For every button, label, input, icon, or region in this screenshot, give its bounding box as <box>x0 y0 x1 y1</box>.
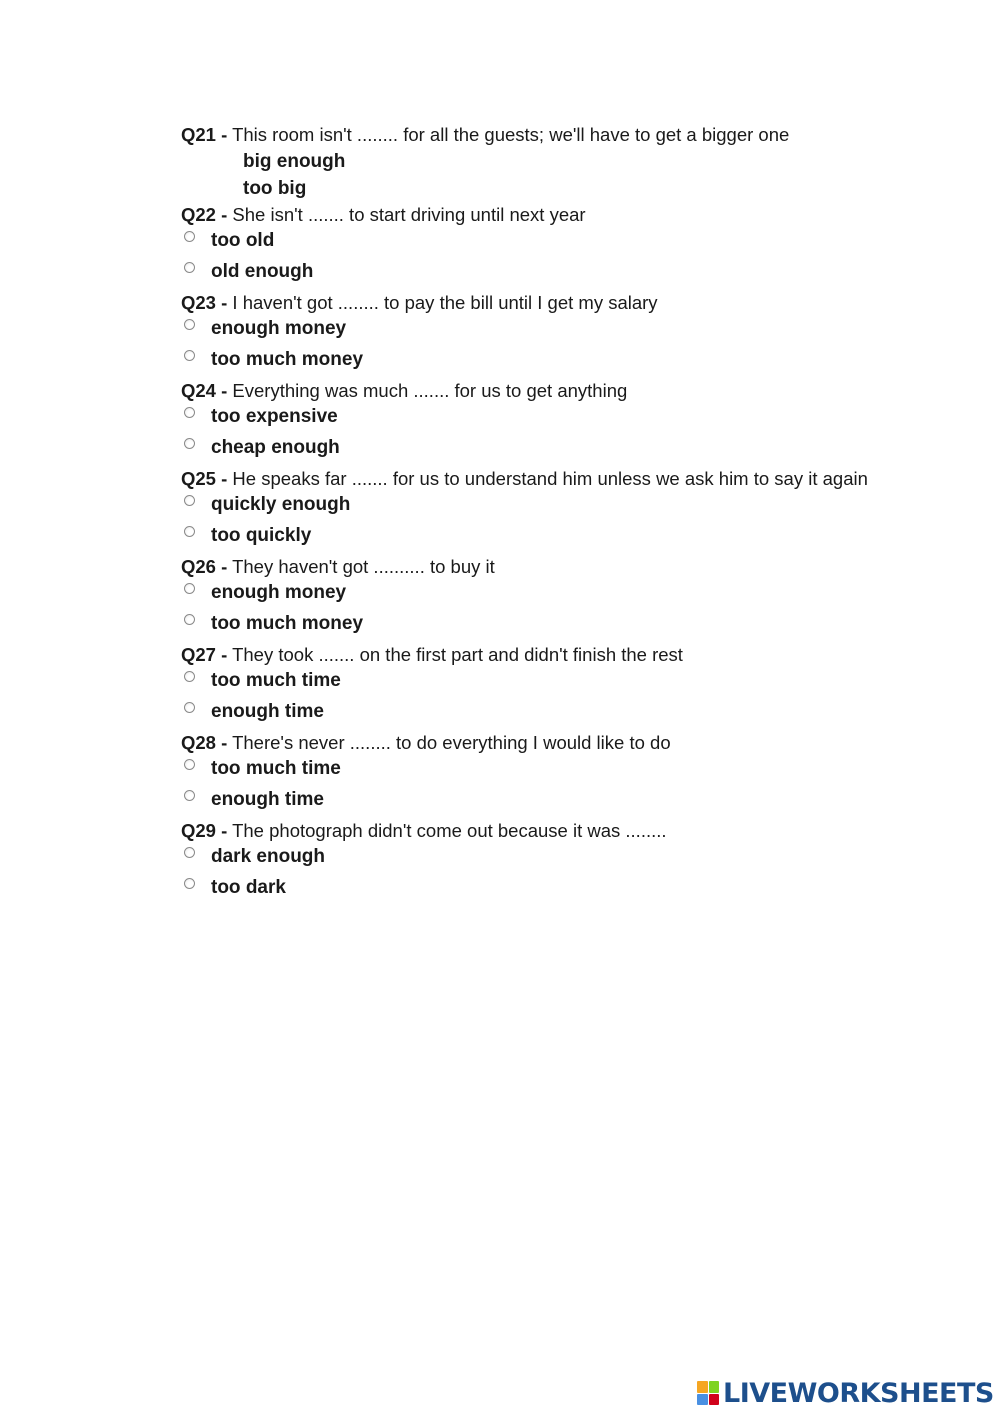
answer-label: too expensive <box>211 406 338 427</box>
radio-button[interactable] <box>184 350 195 361</box>
answer-label: too much money <box>211 349 364 370</box>
answer-label: quickly enough <box>211 494 351 515</box>
question-number: Q21 - <box>181 124 228 145</box>
question-block <box>181 202 881 290</box>
answer-option[interactable] <box>181 787 881 818</box>
answer-label: dark enough <box>211 846 326 867</box>
radio-button[interactable] <box>184 526 195 537</box>
question-number: Q26 - <box>181 556 228 577</box>
logo-square <box>709 1394 720 1406</box>
question-block <box>181 378 881 466</box>
answer-option[interactable] <box>181 580 881 611</box>
answer-label: enough time <box>211 701 324 722</box>
answer-label: old enough <box>211 261 314 282</box>
question-block <box>181 642 881 730</box>
radio-button[interactable] <box>184 759 195 770</box>
logo-square <box>697 1394 708 1406</box>
answer-label: cheap enough <box>211 437 340 458</box>
radio-button[interactable] <box>184 407 195 418</box>
answer-option[interactable]: too big <box>243 178 307 199</box>
question-text <box>181 122 881 148</box>
answer-label: too much time <box>211 670 341 691</box>
question-text <box>181 818 881 844</box>
answer-option[interactable] <box>181 435 881 466</box>
logo-square <box>709 1381 720 1393</box>
logo-square <box>697 1381 708 1393</box>
question-number: Q28 - <box>181 732 228 753</box>
question-prompt: I haven't got ........ to pay the bill until I get my salary <box>232 292 658 313</box>
answer-label: enough money <box>211 318 347 339</box>
answer-option[interactable] <box>181 228 881 259</box>
logo-text: LIVEWORKSHEETS <box>723 1377 994 1409</box>
question-prompt: There's never ........ to do everything I would like to do <box>232 732 671 753</box>
answer-label: too quickly <box>211 525 312 546</box>
radio-button[interactable] <box>184 847 195 858</box>
question-text <box>181 730 881 756</box>
answer-label: too dark <box>211 877 286 898</box>
radio-button[interactable] <box>184 790 195 801</box>
radio-button[interactable] <box>184 319 195 330</box>
question-text <box>181 290 881 316</box>
answer-option[interactable] <box>181 523 881 554</box>
radio-button[interactable] <box>184 614 195 625</box>
answer-option[interactable] <box>181 668 881 699</box>
question-prompt: They haven't got .......... to buy it <box>232 556 495 577</box>
answer-option[interactable] <box>181 316 881 347</box>
radio-button[interactable] <box>184 231 195 242</box>
liveworksheets-logo <box>697 1377 994 1409</box>
question-prompt: Everything was much ....... for us to get anything <box>232 380 628 401</box>
radio-button[interactable] <box>184 671 195 682</box>
logo-mark-icon <box>697 1381 719 1405</box>
radio-button[interactable] <box>184 495 195 506</box>
answer-option[interactable] <box>181 875 881 906</box>
question-text <box>181 466 881 492</box>
worksheet <box>181 122 881 906</box>
answer-option[interactable] <box>181 611 881 642</box>
answer-option[interactable]: big enough <box>243 151 346 172</box>
question-text <box>181 554 881 580</box>
question-block <box>181 290 881 378</box>
question-block <box>181 122 881 202</box>
question-block <box>181 730 881 818</box>
radio-button[interactable] <box>184 878 195 889</box>
question-prompt: He speaks far ....... for us to understand him unless we ask him to say it again <box>232 468 868 489</box>
answer-option[interactable] <box>181 492 881 523</box>
question-number: Q29 - <box>181 820 228 841</box>
question-block <box>181 818 881 906</box>
question-text <box>181 202 881 228</box>
radio-button[interactable] <box>184 702 195 713</box>
radio-button[interactable] <box>184 262 195 273</box>
answer-option[interactable] <box>181 347 881 378</box>
answer-option[interactable] <box>181 699 881 730</box>
question-prompt: This room isn't ........ for all the guests; we'll have to get a bigger one <box>232 124 790 145</box>
question-number: Q23 - <box>181 292 228 313</box>
answer-option[interactable] <box>181 404 881 435</box>
answer-label: too much time <box>211 758 341 779</box>
question-text <box>181 642 881 668</box>
question-number: Q22 - <box>181 204 228 225</box>
question-prompt: They took ....... on the first part and didn't finish the rest <box>232 644 683 665</box>
answer-label: too old <box>211 230 275 251</box>
question-text <box>181 378 881 404</box>
radio-button[interactable] <box>184 438 195 449</box>
question-block <box>181 466 881 554</box>
answer-option[interactable] <box>181 259 881 290</box>
answer-label: too much money <box>211 613 364 634</box>
question-prompt: The photograph didn't come out because it was ........ <box>232 820 667 841</box>
question-prompt: She isn't ....... to start driving until next year <box>232 204 586 225</box>
answer-label: enough money <box>211 582 347 603</box>
question-number: Q24 - <box>181 380 228 401</box>
answer-label: enough time <box>211 789 324 810</box>
radio-button[interactable] <box>184 583 195 594</box>
answer-option[interactable] <box>181 756 881 787</box>
answer-option[interactable] <box>181 844 881 875</box>
question-number: Q25 - <box>181 468 228 489</box>
question-number: Q27 - <box>181 644 228 665</box>
question-block <box>181 554 881 642</box>
